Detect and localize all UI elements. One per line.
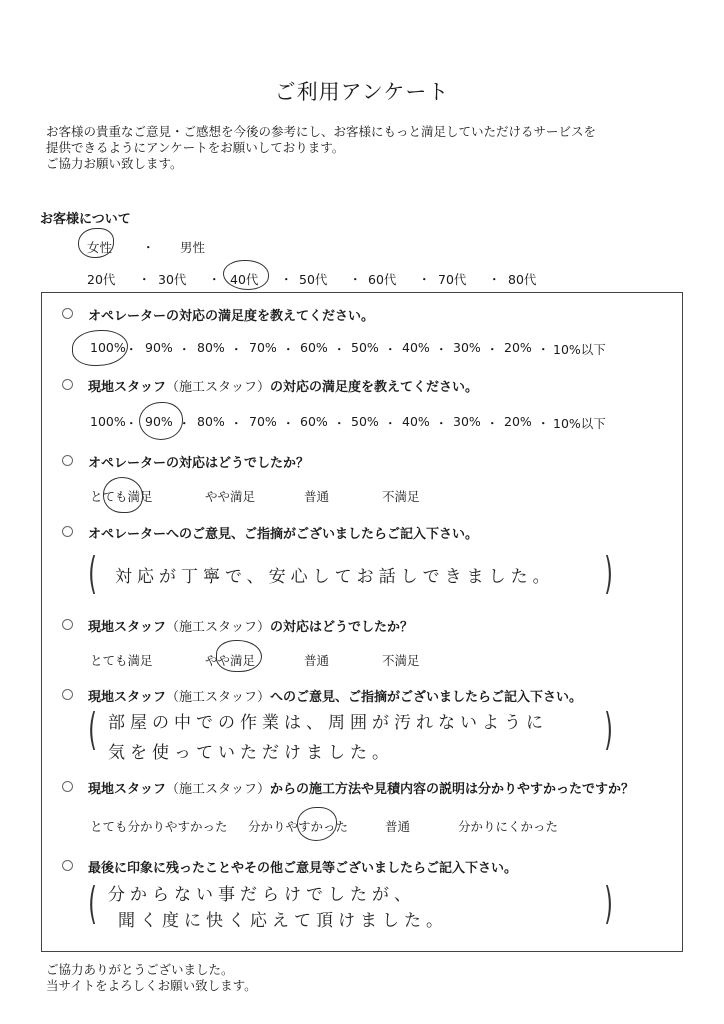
question-bullet-icon [62,781,73,792]
q1-opt-80[interactable]: 80% [197,340,225,355]
separator: ・ [178,342,191,357]
gender-female[interactable]: 女性 [87,240,113,255]
q7-opt-clear[interactable]: 分かりやすかった [248,819,349,834]
q1-opt-40[interactable]: 40% [402,340,430,355]
q6-answer-line-2: 気を使っていただけました。 [108,743,394,763]
separator: ・ [142,240,155,255]
q5-text-a: 現地スタッフ [88,620,167,635]
q6-text-c: へのご意見、ご指摘がございましたらご記入下さい。 [270,690,583,705]
separator: ・ [435,342,448,357]
q7-text-b: （施工スタッフ） [166,782,271,797]
separator: ・ [280,272,293,287]
q2-opt-60[interactable]: 60% [300,414,328,429]
q5-text-b: （施工スタッフ） [166,620,271,635]
gender-male[interactable]: 男性 [180,240,206,255]
question-bullet-icon [62,308,73,319]
age-40s[interactable]: 40代 [230,272,259,287]
q1-opt-70[interactable]: 70% [249,340,277,355]
question-bullet-icon [62,526,73,537]
q2-text-b: （施工スタッフ） [166,380,271,395]
age-50s[interactable]: 50代 [299,272,328,287]
separator: ・ [230,342,243,357]
intro-line-2: 提供できるようにアンケートをお願いしております。 [46,140,345,155]
q1-opt-100[interactable]: 100% [90,340,126,355]
separator: ・ [282,416,295,431]
q6-text-a: 現地スタッフ [88,690,167,705]
separator: ・ [208,272,221,287]
separator: ・ [418,272,431,287]
q6-text-b: （施工スタッフ） [166,690,271,705]
q8-answer-line-2: 聞く度に快く応えて頂けました。 [118,911,448,931]
q2-opt-100[interactable]: 100% [90,414,126,429]
q7-text-c: からの施工方法や見積内容の説明は分かりやすかったですか？ [270,782,635,797]
answer-bracket-open: ( [88,548,97,599]
q5-opt-dissatisfied[interactable]: 不満足 [382,653,420,668]
footer-line-2: 当サイトをよろしくお願い致します。 [46,978,257,993]
q5-opt-somewhat-satisfied[interactable]: やや満足 [205,653,256,668]
answer-circle-mark [78,228,114,258]
intro-line-3: ご協力お願い致します。 [46,156,183,171]
q2-opt-20[interactable]: 20% [504,414,532,429]
footer-line-1: ご協力ありがとうございました。 [46,962,234,977]
separator: ・ [138,272,151,287]
separator: ・ [333,342,346,357]
question-bullet-icon [62,619,73,630]
answer-circle-mark [103,477,143,513]
separator: ・ [435,416,448,431]
q2-opt-50[interactable]: 50% [351,414,379,429]
q4-text: オペレーターへのご意見、ご指摘がございましたらご記入下さい。 [88,527,479,542]
q7-text [88,778,634,797]
q1-opt-10-below[interactable]: 10%以下 [553,342,606,357]
q7-opt-very-clear[interactable]: とても分かりやすかった [90,819,228,834]
separator: ・ [178,416,191,431]
answer-circle-mark [216,640,262,672]
separator: ・ [349,272,362,287]
answer-bracket-open: ( [88,878,97,929]
separator: ・ [384,416,397,431]
q2-opt-90[interactable]: 90% [145,414,173,429]
q7-text-a: 現地スタッフ [88,782,167,797]
intro-line-1: お客様の貴重なご意見・ご感想を今後の参考にし、お客様にもっと満足していただけるサービスを [46,124,597,139]
separator: ・ [488,272,501,287]
separator: ・ [282,342,295,357]
question-bullet-icon [62,689,73,700]
page-title: ご利用アンケート [274,80,450,104]
q5-text [88,616,413,635]
question-bullet-icon [62,455,73,466]
q3-opt-dissatisfied[interactable]: 不満足 [382,489,420,504]
age-80s[interactable]: 80代 [508,272,537,287]
separator: ・ [384,342,397,357]
separator: ・ [537,416,550,431]
q1-opt-60[interactable]: 60% [300,340,328,355]
q5-text-c: の対応はどうでしたか？ [270,620,414,635]
age-60s[interactable]: 60代 [368,272,397,287]
age-70s[interactable]: 70代 [438,272,467,287]
q2-text-c: の対応の満足度を教えてください。 [270,380,479,395]
q2-opt-30[interactable]: 30% [453,414,481,429]
separator: ・ [537,342,550,357]
separator: ・ [125,342,138,357]
q2-text-a: 現地スタッフ [88,380,167,395]
answer-circle-mark [139,402,183,440]
q2-opt-80[interactable]: 80% [197,414,225,429]
q6-text [88,686,582,705]
separator: ・ [125,416,138,431]
question-bullet-icon [62,379,73,390]
q3-opt-very-satisfied[interactable]: とても満足 [90,489,153,504]
answer-bracket-close: ) [604,878,613,929]
q1-opt-90[interactable]: 90% [145,340,173,355]
q8-answer-line-1: 分からない事だらけでしたが、 [108,885,416,905]
q7-opt-unclear[interactable]: 分かりにくかった [458,819,559,834]
q2-opt-70[interactable]: 70% [249,414,277,429]
age-20s[interactable]: 20代 [87,272,116,287]
q1-opt-50[interactable]: 50% [351,340,379,355]
q5-opt-neutral[interactable]: 普通 [304,653,330,668]
q4-answer-line-1: 対応が丁寧で、安心してお話しできました。 [115,567,555,587]
q3-text: オペレーターの対応はどうでしたか？ [88,456,310,471]
intro-text [46,124,686,172]
question-bullet-icon [62,860,73,871]
q3-opt-neutral[interactable]: 普通 [304,489,330,504]
q1-opt-20[interactable]: 20% [504,340,532,355]
q2-opt-40[interactable]: 40% [402,414,430,429]
age-30s[interactable]: 30代 [158,272,187,287]
answer-bracket-open: ( [88,704,97,755]
separator: ・ [230,416,243,431]
q8-text: 最後に印象に残ったことやその他ご意見等ございましたらご記入下さい。 [88,861,518,876]
answer-bracket-close: ) [604,704,613,755]
q1-text: オペレーターの対応の満足度を教えてください。 [88,309,375,324]
q2-text [88,376,478,395]
answer-bracket-close: ) [604,548,613,599]
separator: ・ [486,416,499,431]
q7-opt-neutral[interactable]: 普通 [385,819,411,834]
q5-opt-very-satisfied[interactable]: とても満足 [90,653,153,668]
q2-opt-10-below[interactable]: 10%以下 [553,416,606,431]
separator: ・ [486,342,499,357]
q1-opt-30[interactable]: 30% [453,340,481,355]
q6-answer-line-1: 部屋の中での作業は、周囲が汚れないように [108,713,548,733]
separator: ・ [333,416,346,431]
customer-section-label: お客様について [40,212,131,227]
footer-text [46,962,257,994]
q3-opt-somewhat-satisfied[interactable]: やや満足 [205,489,256,504]
